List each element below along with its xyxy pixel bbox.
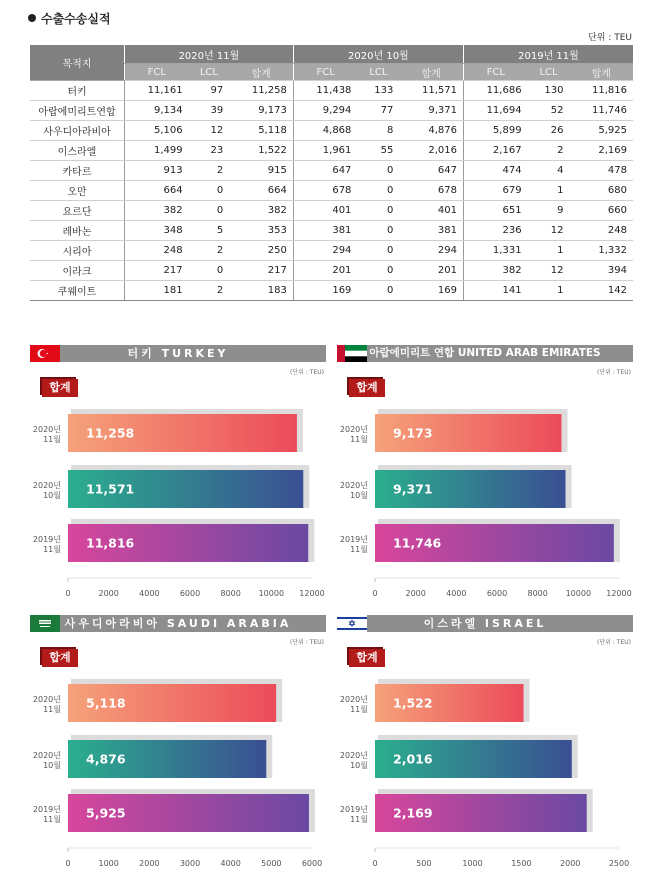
value-cell: 0: [189, 181, 230, 201]
category-label: 11월: [350, 435, 368, 444]
israel-flag-icon: [337, 615, 367, 632]
category-label: 10월: [350, 761, 368, 770]
sub-header: FCL: [125, 64, 189, 81]
value-cell: 2,169: [570, 141, 633, 161]
destination-cell: 카타르: [30, 161, 125, 181]
value-cell: 1: [528, 281, 570, 301]
chart-unit: (단위 : TEU): [597, 369, 631, 376]
value-cell: 2,167: [463, 141, 527, 161]
category-label: 2020년: [339, 695, 368, 704]
category-label: 2020년: [339, 751, 368, 760]
tick-label: 4000: [220, 859, 241, 868]
dest-header: 목적지: [30, 45, 125, 81]
chart-title: 터키 TURKEY: [30, 345, 326, 362]
value-cell: 294: [293, 241, 357, 261]
value-cell: 0: [357, 201, 399, 221]
destination-cell: 아랍에미리트연합: [30, 101, 125, 121]
section-title-text: 수출수송실적: [41, 12, 111, 26]
tick-label: 3000: [179, 859, 201, 868]
value-cell: 382: [463, 261, 527, 281]
table-row: [30, 141, 633, 161]
tick-label: 1000: [462, 859, 483, 868]
bar-chart: [337, 660, 635, 880]
value-cell: 678: [399, 181, 463, 201]
value-cell: 39: [189, 101, 230, 121]
category-label: 11월: [43, 435, 61, 444]
value-cell: 52: [528, 101, 570, 121]
value-cell: 2,016: [399, 141, 463, 161]
destination-cell: 이스라엘: [30, 141, 125, 161]
chart-title: 사우디아라비아 SAUDI ARABIA: [30, 615, 326, 632]
value-cell: 0: [357, 181, 399, 201]
tick-label: 10000: [565, 589, 592, 598]
data-label: 9,173: [393, 425, 433, 441]
sub-header: LCL: [189, 64, 230, 81]
chart-title: 이스라엘 ISRAEL: [337, 615, 633, 632]
tick-label: 0: [372, 589, 378, 598]
saudi-flag-icon: [30, 615, 60, 632]
value-cell: 11,694: [463, 101, 527, 121]
destination-cell: 요르단: [30, 201, 125, 221]
export-table: [30, 45, 633, 301]
tick-label: 12000: [299, 589, 325, 598]
tick-label: 0: [372, 859, 378, 868]
table-row: [30, 241, 633, 261]
chart-title: 아랍에미리트 연합 UNITED ARAB EMIRATES: [337, 345, 633, 362]
tick-label: 2000: [139, 859, 160, 868]
value-cell: 181: [125, 281, 189, 301]
chart-unit: (단위 : TEU): [597, 639, 631, 646]
category-label: 2020년: [339, 425, 368, 434]
value-cell: 0: [357, 281, 399, 301]
tick-label: 6000: [301, 859, 323, 868]
category-label: 2019년: [339, 805, 368, 814]
data-label: 11,571: [86, 481, 135, 497]
category-label: 10월: [43, 491, 61, 500]
value-cell: 381: [293, 221, 357, 241]
value-cell: 250: [229, 241, 293, 261]
value-cell: 382: [229, 201, 293, 221]
tick-label: 2000: [560, 859, 581, 868]
category-label: 2020년: [339, 481, 368, 490]
value-cell: 23: [189, 141, 230, 161]
value-cell: 1: [528, 241, 570, 261]
value-cell: 201: [399, 261, 463, 281]
tick-label: 1000: [98, 859, 119, 868]
value-cell: 9,173: [229, 101, 293, 121]
total-badge: 합계: [42, 649, 78, 667]
data-label: 4,876: [86, 751, 126, 767]
group-header: 2019년 11월: [463, 45, 633, 64]
value-cell: 26: [528, 121, 570, 141]
value-cell: 394: [570, 261, 633, 281]
category-label: 11월: [350, 545, 368, 554]
value-cell: 12: [528, 261, 570, 281]
section-title: [28, 10, 111, 27]
value-cell: 2: [189, 281, 230, 301]
value-cell: 664: [229, 181, 293, 201]
category-label: 2019년: [32, 535, 61, 544]
value-cell: 474: [463, 161, 527, 181]
value-cell: 382: [125, 201, 189, 221]
value-cell: 679: [463, 181, 527, 201]
value-cell: 0: [189, 201, 230, 221]
value-cell: 660: [570, 201, 633, 221]
tick-label: 500: [416, 859, 432, 868]
value-cell: 11,816: [570, 81, 633, 101]
value-cell: 1,499: [125, 141, 189, 161]
table-row: [30, 161, 633, 181]
sub-header: FCL: [293, 64, 357, 81]
destination-cell: 터키: [30, 81, 125, 101]
table-row: [30, 101, 633, 121]
sub-header: 합계: [229, 64, 293, 81]
tick-label: 8000: [220, 589, 241, 598]
value-cell: 217: [229, 261, 293, 281]
table-row: [30, 281, 633, 301]
tick-label: 2000: [98, 589, 119, 598]
bar-chart: [30, 390, 328, 610]
bullet-icon: [28, 14, 36, 22]
category-label: 10월: [43, 761, 61, 770]
total-badge: 합계: [349, 649, 385, 667]
table-row: [30, 121, 633, 141]
category-label: 2020년: [32, 481, 61, 490]
table-row: [30, 181, 633, 201]
tick-label: 4000: [139, 589, 160, 598]
tick-label: 6000: [486, 589, 508, 598]
value-cell: 11,746: [570, 101, 633, 121]
category-label: 11월: [43, 545, 61, 554]
value-cell: 348: [125, 221, 189, 241]
data-label: 1,522: [393, 695, 433, 711]
value-cell: 142: [570, 281, 633, 301]
sub-header: 합계: [399, 64, 463, 81]
category-label: 2020년: [32, 425, 61, 434]
uae-flag-icon: [337, 345, 367, 362]
value-cell: 678: [293, 181, 357, 201]
category-label: 10월: [350, 491, 368, 500]
value-cell: 5: [189, 221, 230, 241]
value-cell: 9,294: [293, 101, 357, 121]
table-row: [30, 201, 633, 221]
data-label: 11,816: [86, 535, 135, 551]
value-cell: 8: [357, 121, 399, 141]
table-row: [30, 81, 633, 101]
destination-cell: 사우디아라비아: [30, 121, 125, 141]
total-badge: 합계: [349, 379, 385, 397]
value-cell: 4: [528, 161, 570, 181]
value-cell: 169: [293, 281, 357, 301]
value-cell: 12: [189, 121, 230, 141]
value-cell: 1,331: [463, 241, 527, 261]
value-cell: 169: [399, 281, 463, 301]
value-cell: 183: [229, 281, 293, 301]
table-row: [30, 221, 633, 241]
value-cell: 9,371: [399, 101, 463, 121]
value-cell: 2: [189, 241, 230, 261]
value-cell: 647: [399, 161, 463, 181]
data-label: 11,746: [393, 535, 442, 551]
category-label: 2019년: [32, 805, 61, 814]
value-cell: 651: [463, 201, 527, 221]
destination-cell: 이라크: [30, 261, 125, 281]
value-cell: 1: [528, 181, 570, 201]
value-cell: 130: [528, 81, 570, 101]
value-cell: 11,258: [229, 81, 293, 101]
value-cell: 478: [570, 161, 633, 181]
category-label: 2019년: [339, 535, 368, 544]
destination-cell: 시리아: [30, 241, 125, 261]
value-cell: 401: [399, 201, 463, 221]
data-label: 2,169: [393, 805, 433, 821]
sub-header: LCL: [528, 64, 570, 81]
total-badge: 합계: [42, 379, 78, 397]
destination-cell: 오만: [30, 181, 125, 201]
bar-chart: [337, 390, 635, 610]
bar-chart: [30, 660, 328, 880]
tick-label: 2000: [405, 589, 426, 598]
tick-label: 10000: [258, 589, 285, 598]
value-cell: 2: [528, 141, 570, 161]
tick-label: 6000: [179, 589, 201, 598]
category-label: 11월: [43, 815, 61, 824]
tick-label: 1500: [511, 859, 532, 868]
panel-saudi: [30, 615, 328, 879]
tick-label: 0: [65, 859, 71, 868]
group-header: 2020년 11월: [125, 45, 294, 64]
value-cell: 217: [125, 261, 189, 281]
tick-label: 4000: [446, 589, 467, 598]
destination-cell: 쿠웨이트: [30, 281, 125, 301]
destination-cell: 레바논: [30, 221, 125, 241]
value-cell: 1,961: [293, 141, 357, 161]
value-cell: 248: [570, 221, 633, 241]
tick-label: 5000: [261, 859, 282, 868]
value-cell: 55: [357, 141, 399, 161]
value-cell: 0: [357, 261, 399, 281]
value-cell: 5,106: [125, 121, 189, 141]
value-cell: 647: [293, 161, 357, 181]
value-cell: 401: [293, 201, 357, 221]
category-label: 11월: [350, 705, 368, 714]
value-cell: 294: [399, 241, 463, 261]
value-cell: 4,868: [293, 121, 357, 141]
data-label: 5,925: [86, 805, 126, 821]
value-cell: 12: [528, 221, 570, 241]
value-cell: 9,134: [125, 101, 189, 121]
category-label: 2020년: [32, 751, 61, 760]
panel-uae: [337, 345, 635, 609]
panel-israel: [337, 615, 635, 879]
panel-turkey: [30, 345, 328, 609]
value-cell: 5,925: [570, 121, 633, 141]
sub-header: LCL: [357, 64, 399, 81]
value-cell: 11,686: [463, 81, 527, 101]
value-cell: 0: [357, 221, 399, 241]
value-cell: 680: [570, 181, 633, 201]
chart-unit: (단위 : TEU): [290, 369, 324, 376]
tick-label: 12000: [606, 589, 632, 598]
value-cell: 248: [125, 241, 189, 261]
value-cell: 9: [528, 201, 570, 221]
chart-unit: (단위 : TEU): [290, 639, 324, 646]
tick-label: 8000: [527, 589, 548, 598]
value-cell: 5,899: [463, 121, 527, 141]
tick-label: 2500: [608, 859, 630, 868]
unit-label: 단위 : TEU: [588, 33, 632, 43]
value-cell: 77: [357, 101, 399, 121]
table-row: [30, 261, 633, 281]
category-label: 2020년: [32, 695, 61, 704]
data-label: 2,016: [393, 751, 433, 767]
tick-label: 0: [65, 589, 71, 598]
value-cell: 0: [189, 261, 230, 281]
value-cell: 913: [125, 161, 189, 181]
sub-header: FCL: [463, 64, 527, 81]
data-label: 9,371: [393, 481, 433, 497]
value-cell: 201: [293, 261, 357, 281]
turkey-flag-icon: [30, 345, 60, 362]
value-cell: 236: [463, 221, 527, 241]
value-cell: 0: [357, 241, 399, 261]
value-cell: 353: [229, 221, 293, 241]
sub-header: 합계: [570, 64, 633, 81]
value-cell: 1,522: [229, 141, 293, 161]
value-cell: 0: [357, 161, 399, 181]
value-cell: 11,161: [125, 81, 189, 101]
value-cell: 915: [229, 161, 293, 181]
value-cell: 11,571: [399, 81, 463, 101]
value-cell: 4,876: [399, 121, 463, 141]
data-label: 5,118: [86, 695, 126, 711]
category-label: 11월: [43, 705, 61, 714]
value-cell: 381: [399, 221, 463, 241]
value-cell: 141: [463, 281, 527, 301]
data-label: 11,258: [86, 425, 135, 441]
value-cell: 2: [189, 161, 230, 181]
value-cell: 11,438: [293, 81, 357, 101]
value-cell: 5,118: [229, 121, 293, 141]
value-cell: 133: [357, 81, 399, 101]
category-label: 11월: [350, 815, 368, 824]
value-cell: 664: [125, 181, 189, 201]
group-header: 2020년 10월: [293, 45, 463, 64]
value-cell: 1,332: [570, 241, 633, 261]
value-cell: 97: [189, 81, 230, 101]
